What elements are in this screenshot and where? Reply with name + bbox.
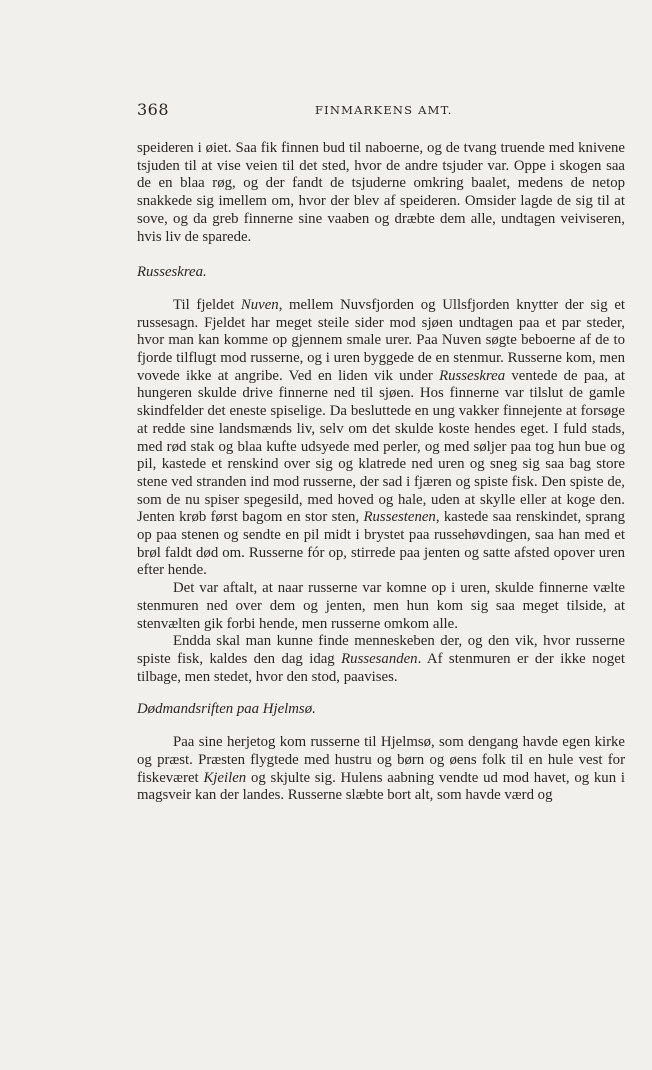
place-name-russesanden: Russesanden — [341, 650, 418, 667]
page-header — [137, 100, 625, 124]
paragraph-dodmandsriften-1 — [137, 734, 625, 805]
text-span: Endda skal man kunne finde menneskeben der, og den vik, hvor russerne spiste fisk, kaldes den dag idag — [137, 633, 625, 667]
text-span: , kastede saa renskindet, sprang op paa stenen og sendte en pil midt i brystet paa russehøvdingen, saa han med et brøl faldt død om. Russerne fór op, stirrede paa jenten og satte afsted opover uren efter hende. — [137, 509, 625, 579]
place-name-russestenen: Russestenen — [363, 509, 436, 526]
section-title-dodmandsriften: Dødmandsriften paa Hjelmsø. — [137, 701, 316, 718]
paragraph-continued: speideren i øiet. Saa fik finnen bud til naboerne, og de tvang truende med knivene tsjuden til at vise veien til det sted, hvor de andre tsjuder var. Oppe i skogen saa de en blaa røg, og der fandt de tsjuderne omkring baalet, medens de netop snakkede sig imellem om, hvor der blev af speideren. Omsider lagde de sig til at sove, og da greb finnerne sine vaaben og dræbte dem alle, undtagen veiviseren, hvis liv de sparede. — [137, 140, 625, 245]
text-span: , mellem Nuvsfjorden og Ullsfjorden knytter der sig et russesagn. Fjeldet har meget steile sider mod sjøen undtagen paa et par steder, hvor man kan komme op gjennem smale urer. Paa Nuven søgte beboerne af de to fjorde tilflugt mod russerne, og i uren byggede de en stenmur. Russerne kom, men vovede ikke at angribe. Ved en liden vik under — [137, 296, 625, 384]
text-span: og skjulte sig. Hulens aabning vendte ud mod havet, og kun i magsveir kan der landes. Russerne slæbte bort alt, som havde værd og — [137, 769, 626, 804]
place-name-russeskrea: Russeskrea — [439, 367, 506, 384]
running-head: FINMARKENS AMT. — [315, 103, 453, 117]
section-title-russeskrea: Russeskrea. — [137, 264, 207, 281]
paragraph-russeskrea-3 — [137, 633, 625, 686]
body-text — [137, 140, 625, 805]
place-name-nuven: Nuven — [240, 296, 279, 313]
text-span: . Af stenmuren er der ikke noget tilbage, men stedet, hvor den stod, paavises. — [137, 650, 625, 685]
text-span: ventede de paa, at hungeren skulde drive finnerne ned til sjøen. Hos finnerne var tilslut de gamle skindfelder det eneste spiselige. Da besluttede en ung vakker finnejente at forsøge at redde sine landsmænds liv, selv om det skulde koste hendes eget. I fuld stads, med rød stak og blaa kufte udsyede med perler, og med søljer paa tog hun bue og pil, kastede et renskind over sig og klatrede ned uren og sneg sig saa bag store stene ved stranden ind mod russerne, der sad i fjæren og spiste fisk. Den spiste de, som de nu spiser spegesild, med hoved og hale, uden at skylle eller at koge den. Jenten krøb først bagom en stor sten, — [137, 367, 626, 526]
paragraph-russeskrea-2: Det var aftalt, at naar russerne var komne op i uren, skulde finnerne vælte stenmuren ned over dem og jenten, men hun kom sig saa meget tilside, at stenvælten gik forbi hende, men russerne omkom alle. — [137, 580, 625, 632]
place-name-kjeilen: Kjeilen — [203, 769, 247, 786]
paragraph-russeskrea-1 — [137, 297, 625, 580]
text-span: Til fjeldet — [173, 296, 241, 313]
page-number: 368 — [137, 100, 170, 119]
text-span: Paa sine herjetog kom russerne til Hjelmsø, som dengang havde egen kirke og præst. Præsten flygtede med hustru og børn og øens folk til en hule vest for fiskeværet — [137, 734, 625, 786]
